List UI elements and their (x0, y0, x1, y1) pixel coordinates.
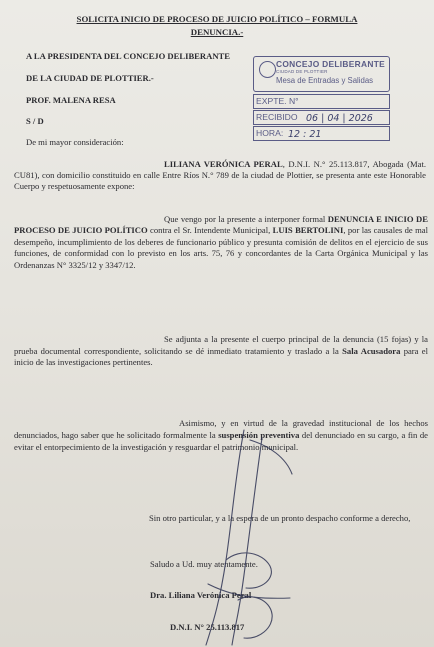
para2-text2: para el inicio de las investigaciones pertinentes. (14, 345, 428, 368)
reception-stamp (251, 56, 391, 164)
intro-paragraph (14, 159, 426, 192)
signature-dni: D.N.I. N° 25.113.817 (170, 622, 245, 632)
para3-text1: Asimismo, y en virtud de la gravedad institucional de los hechos denunciados, hago saber que he solicitado formalmente la (14, 418, 428, 440)
address-line1: A LA PRESIDENTA DEL CONCEJO DELIBERANTE (26, 51, 230, 61)
paragraph-denuncia (14, 214, 428, 271)
para1-text2: contra el Sr. Intendente Municipal, (147, 225, 273, 236)
stamp-office: Mesa de Entradas y Salidas (276, 76, 374, 85)
stamp-hora-value: 12 : 21 (288, 129, 322, 140)
paragraph-adjunta (14, 334, 428, 369)
signature-name: Dra. Liliana Verónica Peral (150, 590, 252, 600)
para3-text2: del denunciado en su cargo, a fin de evitar el entorpecimiento de la investigación y resguardar el patrimonio municipal. (14, 429, 428, 452)
stamp-city: CIUDAD DE PLOTTIER (276, 69, 328, 74)
stamp-recibido-row (253, 110, 390, 125)
para2-text1: Se adjunta a la presente el cuerpo principal de la denuncia (15 fojas) y la prueba documental correspondiente, solicitando se dé inmediato tratamiento y traslado a la (14, 334, 428, 356)
document-title-line2: DENUNCIA.- (190, 27, 244, 37)
para4-text: Sin otro particular, y a la espera de un pronto despacho conforme a derecho, (149, 513, 411, 523)
address-line4: S / D (26, 116, 44, 126)
stamp-recibido-label: RECIBIDO (256, 112, 298, 122)
address-line2: DE LA CIUDAD DE PLOTTIER.- (26, 73, 154, 83)
stamp-expte-label: EXPTE. N° (256, 96, 299, 106)
stamp-recibido-value: 06 | 04 | 2026 (306, 113, 373, 124)
stamp-expte-row (253, 94, 390, 109)
paragraph-despacho (14, 511, 428, 525)
intro-name: LILIANA VERÓNICA PERAL (164, 159, 283, 169)
greeting: De mi mayor consideración: (26, 137, 124, 147)
para2-bold1: Sala Acusadora (342, 345, 401, 356)
seal-icon (259, 61, 276, 78)
stamp-hora-row (253, 126, 390, 141)
document-title-line1: SOLICITA INICIO DE PROCESO DE JUICIO POLÍTICO – FORMULA (76, 14, 358, 24)
para1-bold1: DENUNCIA E INICIO DE PROCESO DE JUICIO POLÍTICO (14, 214, 428, 236)
stamp-org: CONCEJO DELIBERANTE (276, 59, 386, 69)
stamp-hora-label: HORA: (256, 128, 284, 138)
closing: Saludo a Ud. muy atentamente. (150, 559, 258, 569)
paragraph-suspension (14, 418, 428, 453)
para3-bold1: suspensión preventiva (218, 429, 300, 440)
stamp-header (253, 56, 390, 92)
para1-text3: , por las causales de mal desempeño, incumplimiento de los deberes de funcionario público y presunta comisión de delitos en el ejercicio de sus funciones, de conformidad con lo previsto en los arts. 75, 76 y concordantes de la Carta Orgánica Municipal y las Ordenanzas N° 3325/12 y 3347/12. (14, 225, 428, 270)
address-line3: PROF. MALENA RESA (26, 95, 116, 105)
intro-text: , D.N.I. N.° 25.113.817, Abogada (Mat. CU81), con domicilio constituido en calle Entre Ríos N.° 789 de la ciudad de Plottier, se presenta ante este Honorable Cuerpo y respetuosamente expone: (14, 159, 426, 191)
para1-bold2: LUIS BERTOLINI (272, 225, 344, 236)
para1-text1: Que vengo por la presente a interponer formal (164, 214, 328, 224)
